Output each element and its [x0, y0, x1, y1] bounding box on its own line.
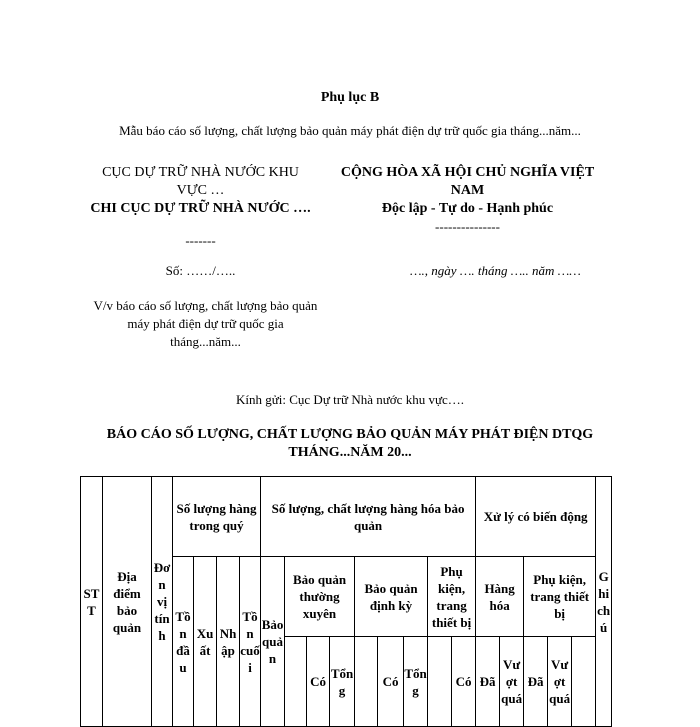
col-preserved-total: Bảo quản	[261, 557, 285, 727]
periodic-blank-cell	[355, 637, 378, 727]
acc-exceed: Vượt quá	[548, 637, 572, 727]
agency-line1: CỤC DỰ TRỮ NHÀ NƯỚC KHU VỰC …	[102, 165, 299, 198]
header-stt: STT	[81, 477, 103, 727]
periodic-total: Tổng	[404, 637, 428, 727]
form-caption: Mẫu báo cáo số lượng, chất lượng bảo quản máy phát điện dự trữ quốc gia tháng...năm...	[119, 123, 581, 138]
appendix-title: Phụ lục B	[320, 90, 380, 105]
document-date: …., ngày …. tháng ….. năm ……	[410, 263, 581, 278]
header-location: Địa điểm bảo quản	[103, 477, 152, 727]
nation-rule: ---------------	[435, 219, 500, 234]
group-handling-accessories: Phụ kiện, trang thiết bị	[524, 557, 596, 637]
header-unit: Đơn vị tính	[152, 477, 173, 727]
regular-total: Tổng	[330, 637, 355, 727]
group-quantity: Số lượng hàng trong quý	[173, 477, 261, 557]
agency-rule: -------	[185, 233, 216, 248]
accessories-blank-cell	[428, 637, 452, 727]
col-incoming: Nhập	[217, 557, 240, 727]
regular-blank-cell	[285, 637, 307, 727]
group-accessories: Phụ kiện, trang thiết bị	[428, 557, 476, 637]
agency-line2: CHI CỤC DỰ TRỮ NHÀ NƯỚC ….	[90, 201, 311, 216]
acc-done: Đã	[524, 637, 548, 727]
goods-done: Đã	[476, 637, 500, 727]
group-periodic-preservation: Bảo quản định kỳ	[355, 557, 428, 637]
periodic-yes: Có	[378, 637, 404, 727]
document-number: Số: ……/…..	[165, 263, 236, 278]
col-outgoing: Xuất	[194, 557, 217, 727]
report-table	[80, 476, 612, 727]
col-closing-stock: Tồn cuối	[240, 557, 261, 727]
report-title: BÁO CÁO SỐ LƯỢNG, CHẤT LƯỢNG BẢO QUẢN MÁY PHÁT ĐIỆN DTQG THÁNG...NĂM 20...	[106, 427, 594, 460]
header-note: Ghi chú	[596, 477, 612, 727]
accessories-yes: Có	[452, 637, 476, 727]
nation-line1: CỘNG HÒA XÃ HỘI CHỦ NGHĨA VIỆT NAM	[340, 165, 595, 198]
goods-exceed: Vượt quá	[500, 637, 524, 727]
col-opening-stock: Tồn đầu	[173, 557, 194, 727]
acc-blank-cell	[572, 637, 596, 727]
nation-motto: Độc lập - Tự do - Hạnh phúc	[381, 201, 554, 216]
regular-yes: Có	[307, 637, 330, 727]
group-quality: Số lượng, chất lượng hàng hóa bảo quản	[261, 477, 476, 557]
group-regular-preservation: Bảo quản thường xuyên	[285, 557, 355, 637]
document-subject: V/v báo cáo số lượng, chất lượng bảo quản máy phát điện dự trữ quốc gia tháng...năm...	[93, 298, 318, 349]
group-handling-goods: Hàng hóa	[476, 557, 524, 637]
recipient-line: Kính gửi: Cục Dự trữ Nhà nước khu vực….	[235, 392, 465, 407]
group-handling: Xử lý có biến động	[476, 477, 596, 557]
